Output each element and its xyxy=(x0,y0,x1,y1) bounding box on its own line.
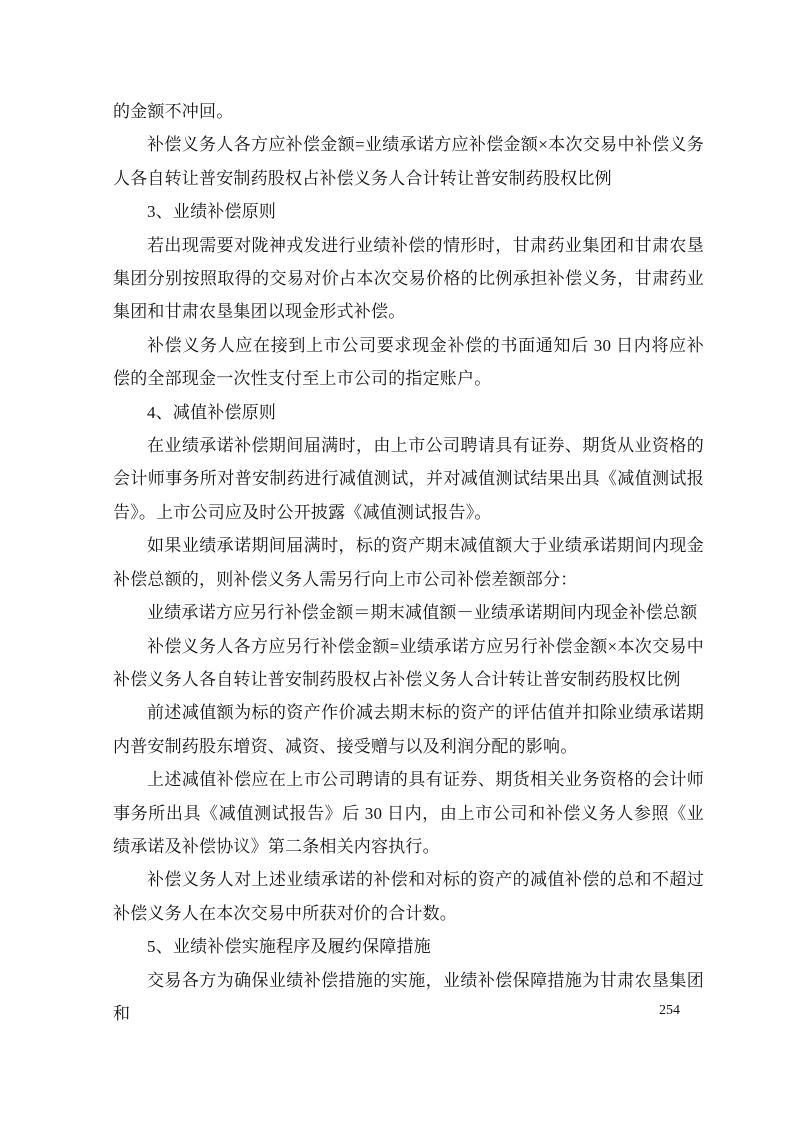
heading-3-performance-compensation-principle: 3、业绩补偿原则 xyxy=(147,202,277,222)
paragraph-compensation-obligation-split: 若出现需要对陇神戎发进行业绩补偿的情形时，甘肃药业集团和甘肃农垦集团分别按照取得的交易对价占本次交易价格的比例承担补偿义务，甘肃药业集团和甘肃农垦集团以现金形式补偿。 xyxy=(113,235,704,322)
page-number: 254 xyxy=(659,1003,680,1018)
document-body xyxy=(113,95,704,1030)
formula-compensation-amount: 补偿义务人各方应补偿金额=业绩承诺方应补偿金额×本次交易中补偿义务人各自转让普安制药股权占补偿义务人合计转让普安制药股权比例 xyxy=(113,135,704,188)
formula-additional-compensation: 业绩承诺方应另行补偿金额＝期末减值额－业绩承诺期间内现金补偿总额 xyxy=(147,603,698,623)
paragraph-cash-payment-30-days: 补偿义务人应在接到上市公司要求现金补偿的书面通知后 30 日内将应补偿的全部现金一次性支付至上市公司的指定账户。 xyxy=(113,335,704,389)
paragraph-safeguard-measures: 交易各方为确保业绩补偿措施的实施，业绩补偿保障措施为甘肃农垦集团和 xyxy=(113,970,704,1023)
formula-party-additional-compensation: 补偿义务人各方应另行补偿金额=业绩承诺方应另行补偿金额×本次交易中补偿义务人各自转让普安制药股权占补偿义务人合计转让普安制药股权比例 xyxy=(113,636,704,689)
paragraph-impairment-shortfall: 如果业绩承诺期间届满时，标的资产期末减值额大于业绩承诺期间内现金补偿总额的，则补偿义务人需另行向上市公司补偿差额部分： xyxy=(113,536,704,589)
paragraph-impairment-definition: 前述减值额为标的资产作价减去期末标的资产的评估值并扣除业绩承诺期内普安制药股东增资、减资、接受赠与以及利润分配的影响。 xyxy=(113,703,704,756)
heading-4-impairment-compensation-principle: 4、减值补偿原则 xyxy=(147,402,277,422)
paragraph-impairment-test: 在业绩承诺补偿期间届满时，由上市公司聘请具有证券、期货从业资格的会计师事务所对普安制药进行减值测试，并对减值测试结果出具《减值测试报告》。上市公司应及时公开披露《减值测试报告》。 xyxy=(113,436,704,522)
paragraph-continuation: 的金额不冲回。 xyxy=(113,102,234,121)
paragraph-impairment-execution: 上述减值补偿应在上市公司聘请的具有证券、期货相关业务资格的会计师事务所出具《减值测试报告》后 30 日内，由上市公司和补偿义务人参照《业绩承诺及补偿协议》第二条相关内容执行。 xyxy=(113,770,704,856)
paragraph-compensation-cap: 补偿义务人对上述业绩承诺的补偿和对标的资产的减值补偿的总和不超过补偿义务人在本次交易中所获对价的合计数。 xyxy=(113,870,704,923)
heading-5-implementation-procedure: 5、业绩补偿实施程序及履约保障措施 xyxy=(147,937,431,957)
